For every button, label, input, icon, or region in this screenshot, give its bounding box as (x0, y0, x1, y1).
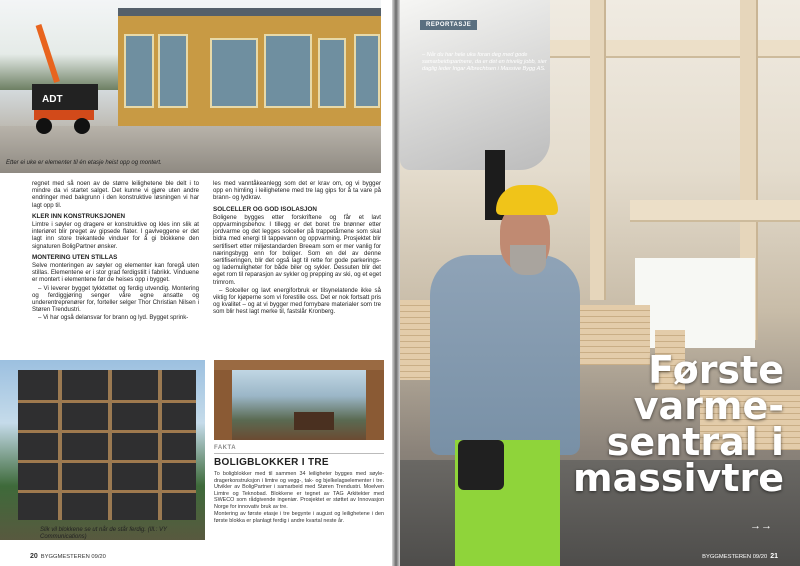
crane-label: ADT (42, 94, 63, 105)
text-column-1 (32, 180, 199, 323)
page-folio (30, 553, 106, 560)
construction-photo (0, 0, 381, 173)
page-number: 21 (770, 553, 778, 560)
subheading: MONTERING UTEN STILLAS (32, 253, 118, 261)
fakta-label: FAKTA (214, 445, 384, 454)
publication-name: BYGGMESTEREN 09/20 (40, 554, 106, 560)
publication-name: BYGGMESTEREN 09/20 (702, 554, 768, 560)
paragraph: – Vi har også delansvar for brann og lyd. Bygget sprink- (38, 314, 189, 322)
subheading: KLER INN KONSTRUKSJONEN (32, 212, 126, 220)
paragraph: – Solceller og lavt energiforbruk er tilsynelatende ikke så viktig for kjøperne som vi forestille oss. Det er nok fortsatt pris og kvalitet – og at vi bygger med fornybare materialer som tre som blir hest lagt merke til, fastslår Kronberg. (213, 286, 381, 316)
left-page (0, 0, 392, 566)
paragraph: – Vi leverer bygget tykktettet og ferdig utvendig. Montering og ferdiggjøring senger våre egne ansatte og underentreprenører for, forteller selger Thor Christian Nilsen i Støren Trendustri. (32, 284, 199, 314)
paragraph: regnet med så noen av de større leilighetene ble delt i to mindre da vi startet salget. Det kunne vi gjøre uten andre endringer med bakgrunn i den konstruktive løsningen vi har lagt opp til. (32, 180, 199, 209)
photo-caption: – Når du har hele uka foran deg med gode samarbeidspartnere, da er det en trivelig jobb, sier daglig leder Ingar Albrechtsen i Massive Bygg AS. (422, 52, 547, 72)
fakta-text: Montering av første etasje i tre begynte i august og leilighetene i den første blokka er planlagt ferdig i andre kvartal neste år. (214, 511, 384, 524)
text-column-2 (213, 180, 381, 317)
fakta-title: BOLIGBLOKKER I TRE (214, 457, 329, 468)
paragraph: Selve monteringen av søyler og elementer kan foregå uten stillas. Elementene er i stor grad ferdigstilt i fabrikk. Vinduene er montert i elementene før de heises opp i bygget. (32, 262, 199, 284)
photo-building (118, 8, 381, 134)
interior-rendering (214, 360, 384, 440)
headline-line: sentral i (606, 420, 784, 464)
headline-line: massivtre (573, 456, 784, 500)
fakta-text: To boligblokker med til sammen 34 leiligheter bygges med søyle-dragerkonstruksjon i limtre og vegg-, tak- og bjelkelagselementer i tre. Utvikler av BoligPartner i samarbeid med Støren Trendustri. Moelven Limtre og Teknobad. Blokkene er tegnet av TAG Arkitekter med SWECO som rådgivende ingeniør. Prosjektet er støttet av Innovasjon Norge for innovativ bruk av tre. (214, 471, 384, 510)
continue-arrows-icon: →→ (750, 520, 772, 532)
page-number: 20 (30, 553, 38, 560)
headline-line: varme- (633, 384, 784, 428)
rendering-building (18, 370, 196, 520)
right-page (400, 0, 800, 566)
paragraph: les med vanntåkeanlegg som det er krav om, og vi bygger opp en himling i leilighetene med tre lag gips for å ta vare på brann- og lydkrav. (213, 180, 381, 202)
bright-window (635, 258, 755, 348)
top-photo-caption: Etter ei uke er elementer til én etasje heist opp og montert. (6, 160, 162, 166)
worker-beard (510, 245, 546, 275)
subheading: SOLCELLER OG GOD ISOLASJON (213, 205, 317, 213)
page-folio (702, 553, 778, 560)
bottom-photo-caption: Slik vil blokkene se ut når de står ferdig. (Ill.: VY Communications) (40, 527, 167, 540)
tool-pouch (458, 440, 504, 490)
spread-gutter (392, 0, 400, 566)
section-tag: REPORTASJE (420, 20, 477, 30)
paragraph: Boligene bygges etter forskriftene og får et lavt oppvarmingsbehov. I tillegg er det boret tre brønner etter jordvarme og det legges solceller på trappetårnene som skal bidra med energi til tappevann og oppvarming. Prosjektet blir sertifisert etter miljøstandarden Breeam som er mer vanlig for næringsbygg enn for boliger. Som en del av denne sertifiseringen, blir det også lagt til rette for gode parkerings- og lademuligheter for både biler og sykler. Dessuten blir det eget rom til reparasjon av sykler og prepping av ski, og et eget trimrom. (213, 213, 382, 286)
crane-truck-icon (24, 22, 104, 142)
fakta-box (214, 445, 384, 524)
article-headline (544, 348, 784, 500)
paragraph: Limtre i søyler og dragere er konstruktive og kles inn slik at interiøret blir preget av gipsede flater. I gavlveggene er det lagt inn store trekantede vinduer for å gi blokkene den signaturen BoligPartner ønsker. (32, 221, 199, 250)
headline-line: Første (648, 348, 784, 392)
